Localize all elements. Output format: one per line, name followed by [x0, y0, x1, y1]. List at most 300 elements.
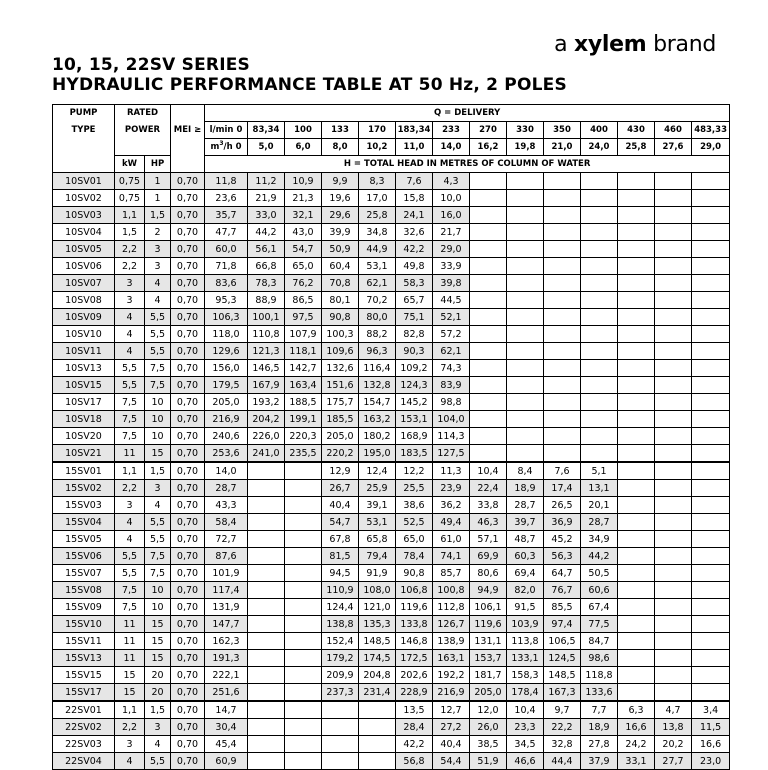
head-cell	[544, 343, 581, 360]
lmin-cell: 170	[359, 122, 396, 139]
head-cell	[248, 548, 285, 565]
head-cell: 76,7	[544, 582, 581, 599]
head-cell	[544, 411, 581, 428]
hp-cell: 3	[145, 241, 171, 258]
mei-cell: 0,70	[171, 224, 205, 241]
head-cell	[655, 173, 692, 190]
head-cell: 138,9	[433, 633, 470, 650]
head-cell: 69,9	[470, 548, 507, 565]
head-cell: 45,2	[544, 531, 581, 548]
head-cell: 87,6	[205, 548, 248, 565]
head-cell: 12,4	[359, 462, 396, 480]
head-cell: 80,0	[359, 309, 396, 326]
head-cell	[248, 736, 285, 753]
head-cell: 124,4	[322, 599, 359, 616]
head-cell: 19,6	[322, 190, 359, 207]
table-row	[53, 497, 730, 514]
head-cell	[581, 258, 618, 275]
head-cell	[618, 650, 655, 667]
hp-cell: 15	[145, 633, 171, 650]
head-cell	[692, 411, 730, 428]
head-cell: 11,5	[692, 719, 730, 736]
table-row	[53, 684, 730, 702]
head-cell	[692, 275, 730, 292]
hp-cell: 10	[145, 582, 171, 599]
pump-type-cell: 10SV11	[53, 343, 115, 360]
head-cell: 21,3	[285, 190, 322, 207]
head-cell: 75,1	[396, 309, 433, 326]
head-cell: 9,7	[544, 701, 581, 719]
head-cell	[655, 599, 692, 616]
pump-type-cell: 10SV13	[53, 360, 115, 377]
head-cell: 237,3	[322, 684, 359, 702]
table-row	[53, 548, 730, 565]
head-cell: 29,6	[322, 207, 359, 224]
head-cell: 84,7	[581, 633, 618, 650]
head-cell: 53,1	[359, 514, 396, 531]
head-cell: 39,7	[507, 514, 544, 531]
mei-cell: 0,70	[171, 377, 205, 394]
head-cell: 98,8	[433, 394, 470, 411]
head-cell: 32,6	[396, 224, 433, 241]
header-power: POWER	[115, 122, 171, 139]
mei-cell: 0,70	[171, 275, 205, 292]
pump-type-cell: 10SV07	[53, 275, 115, 292]
head-cell: 67,8	[322, 531, 359, 548]
head-cell: 220,2	[322, 445, 359, 463]
mei-cell: 0,70	[171, 497, 205, 514]
head-cell	[470, 241, 507, 258]
head-cell: 85,7	[433, 565, 470, 582]
head-cell	[655, 684, 692, 702]
pump-type-cell: 15SV03	[53, 497, 115, 514]
head-cell	[655, 326, 692, 343]
kw-cell: 15	[115, 684, 145, 702]
head-cell: 100,1	[248, 309, 285, 326]
head-cell: 109,2	[396, 360, 433, 377]
head-cell: 4,7	[655, 701, 692, 719]
head-cell	[507, 326, 544, 343]
head-cell: 79,4	[359, 548, 396, 565]
head-cell: 78,4	[396, 548, 433, 565]
head-cell: 131,1	[470, 633, 507, 650]
head-cell	[692, 292, 730, 309]
head-cell	[692, 684, 730, 702]
mei-cell: 0,70	[171, 360, 205, 377]
head-cell: 40,4	[433, 736, 470, 753]
head-cell	[618, 411, 655, 428]
pump-type-cell: 22SV01	[53, 701, 115, 719]
head-cell	[692, 190, 730, 207]
head-cell	[655, 411, 692, 428]
kw-cell: 7,5	[115, 394, 145, 411]
head-cell	[248, 565, 285, 582]
head-cell	[470, 428, 507, 445]
head-cell: 83,9	[433, 377, 470, 394]
head-cell	[581, 309, 618, 326]
pump-type-cell: 15SV08	[53, 582, 115, 599]
head-cell: 56,8	[396, 753, 433, 770]
head-cell	[692, 633, 730, 650]
head-cell: 35,7	[205, 207, 248, 224]
head-cell	[507, 190, 544, 207]
head-cell: 58,4	[205, 514, 248, 531]
head-cell: 188,5	[285, 394, 322, 411]
head-cell	[359, 701, 396, 719]
head-cell	[692, 531, 730, 548]
head-cell	[655, 258, 692, 275]
head-cell	[507, 343, 544, 360]
head-cell	[285, 616, 322, 633]
m3h-cell: 25,8	[618, 139, 655, 156]
head-cell	[544, 258, 581, 275]
mei-cell: 0,70	[171, 719, 205, 736]
head-cell: 94,5	[322, 565, 359, 582]
head-cell	[581, 360, 618, 377]
head-cell	[692, 428, 730, 445]
hp-cell: 15	[145, 445, 171, 463]
mei-cell: 0,70	[171, 514, 205, 531]
head-cell	[248, 480, 285, 497]
head-cell	[470, 292, 507, 309]
head-cell: 133,8	[396, 616, 433, 633]
head-cell	[544, 224, 581, 241]
head-cell: 91,5	[507, 599, 544, 616]
head-cell: 57,1	[470, 531, 507, 548]
head-cell	[285, 548, 322, 565]
head-cell	[655, 190, 692, 207]
hp-cell: 3	[145, 480, 171, 497]
header-hp: HP	[145, 156, 171, 173]
mei-cell: 0,70	[171, 736, 205, 753]
head-cell: 11,8	[205, 173, 248, 190]
head-cell	[692, 514, 730, 531]
head-cell: 205,0	[205, 394, 248, 411]
head-cell: 147,7	[205, 616, 248, 633]
head-cell	[655, 667, 692, 684]
head-cell	[248, 582, 285, 599]
head-cell: 142,7	[285, 360, 322, 377]
mei-cell: 0,70	[171, 582, 205, 599]
head-cell: 209,9	[322, 667, 359, 684]
mei-cell: 0,70	[171, 565, 205, 582]
kw-cell: 11	[115, 650, 145, 667]
head-cell: 97,4	[544, 616, 581, 633]
head-cell: 44,2	[248, 224, 285, 241]
kw-cell: 7,5	[115, 411, 145, 428]
head-cell: 13,8	[655, 719, 692, 736]
m3h-cell: 14,0	[433, 139, 470, 156]
head-cell: 33,0	[248, 207, 285, 224]
head-cell	[248, 719, 285, 736]
head-cell: 62,1	[359, 275, 396, 292]
pump-type-cell: 10SV18	[53, 411, 115, 428]
head-cell: 100,8	[433, 582, 470, 599]
head-cell: 127,5	[433, 445, 470, 463]
head-cell	[618, 599, 655, 616]
head-cell: 112,8	[433, 599, 470, 616]
head-cell: 39,9	[322, 224, 359, 241]
head-cell	[655, 616, 692, 633]
head-cell	[618, 480, 655, 497]
head-cell: 117,4	[205, 582, 248, 599]
lmin-cell: 460	[655, 122, 692, 139]
head-cell: 77,5	[581, 616, 618, 633]
head-cell: 28,4	[396, 719, 433, 736]
pump-type-cell: 10SV02	[53, 190, 115, 207]
head-cell: 174,5	[359, 650, 396, 667]
table-row	[53, 531, 730, 548]
head-cell: 216,9	[433, 684, 470, 702]
head-cell: 23,3	[507, 719, 544, 736]
hp-cell: 4	[145, 275, 171, 292]
head-cell	[248, 633, 285, 650]
head-cell: 33,1	[618, 753, 655, 770]
head-cell	[470, 377, 507, 394]
kw-cell: 2,2	[115, 258, 145, 275]
head-cell: 103,9	[507, 616, 544, 633]
head-cell: 90,3	[396, 343, 433, 360]
head-cell: 11,3	[433, 462, 470, 480]
head-cell	[692, 650, 730, 667]
head-cell: 121,3	[248, 343, 285, 360]
head-cell	[581, 411, 618, 428]
header-rated: RATED	[115, 105, 171, 122]
head-cell: 118,1	[285, 343, 322, 360]
table-row	[53, 275, 730, 292]
head-cell: 42,2	[396, 241, 433, 258]
brand-logo: a xylem brand	[554, 32, 716, 57]
head-cell	[470, 275, 507, 292]
mei-cell: 0,70	[171, 462, 205, 480]
head-cell: 193,2	[248, 394, 285, 411]
table-row	[53, 565, 730, 582]
head-cell	[544, 275, 581, 292]
head-cell: 33,9	[433, 258, 470, 275]
head-cell	[618, 224, 655, 241]
head-cell: 65,7	[396, 292, 433, 309]
header-type: TYPE	[53, 122, 115, 139]
head-cell: 106,8	[396, 582, 433, 599]
head-cell: 67,4	[581, 599, 618, 616]
mei-cell: 0,70	[171, 548, 205, 565]
head-cell	[618, 309, 655, 326]
lmin-cell: 100	[285, 122, 322, 139]
head-cell: 146,8	[396, 633, 433, 650]
head-cell	[618, 565, 655, 582]
head-cell	[655, 224, 692, 241]
hp-cell: 5,5	[145, 531, 171, 548]
m3h-cell: 8,0	[322, 139, 359, 156]
head-cell	[655, 565, 692, 582]
mei-cell: 0,70	[171, 480, 205, 497]
head-cell	[655, 377, 692, 394]
head-cell	[285, 736, 322, 753]
head-cell	[655, 548, 692, 565]
mei-cell: 0,70	[171, 445, 205, 463]
pump-type-cell: 15SV11	[53, 633, 115, 650]
head-cell	[618, 258, 655, 275]
head-cell: 6,3	[618, 701, 655, 719]
head-cell: 52,5	[396, 514, 433, 531]
table-row	[53, 411, 730, 428]
table-row	[53, 343, 730, 360]
head-cell: 179,2	[322, 650, 359, 667]
lmin-cell: 350	[544, 122, 581, 139]
head-cell	[285, 599, 322, 616]
lmin-cell: 233	[433, 122, 470, 139]
pump-type-cell: 10SV01	[53, 173, 115, 190]
head-cell: 28,7	[205, 480, 248, 497]
head-cell	[581, 224, 618, 241]
head-cell: 192,2	[433, 667, 470, 684]
kw-cell: 4	[115, 531, 145, 548]
head-cell: 10,0	[433, 190, 470, 207]
table-row	[53, 360, 730, 377]
head-cell: 80,6	[470, 565, 507, 582]
head-cell: 158,3	[507, 667, 544, 684]
head-cell	[692, 326, 730, 343]
head-cell: 204,8	[359, 667, 396, 684]
head-cell	[655, 480, 692, 497]
head-cell: 163,1	[433, 650, 470, 667]
head-cell	[322, 701, 359, 719]
head-cell: 74,1	[433, 548, 470, 565]
head-cell: 148,5	[544, 667, 581, 684]
head-cell: 12,0	[470, 701, 507, 719]
head-cell	[618, 514, 655, 531]
head-cell: 60,0	[205, 241, 248, 258]
head-cell: 3,4	[692, 701, 730, 719]
head-cell	[618, 428, 655, 445]
kw-cell: 5,5	[115, 360, 145, 377]
head-cell: 82,0	[507, 582, 544, 599]
head-cell: 56,1	[248, 241, 285, 258]
pump-type-cell: 15SV10	[53, 616, 115, 633]
pump-type-cell: 10SV21	[53, 445, 115, 463]
head-cell	[544, 377, 581, 394]
pump-type-cell: 10SV09	[53, 309, 115, 326]
kw-cell: 11	[115, 633, 145, 650]
head-cell: 29,0	[433, 241, 470, 258]
head-cell: 12,2	[396, 462, 433, 480]
head-cell: 253,6	[205, 445, 248, 463]
mei-cell: 0,70	[171, 531, 205, 548]
head-cell	[507, 241, 544, 258]
head-cell	[618, 667, 655, 684]
head-cell: 22,4	[470, 480, 507, 497]
head-cell: 47,7	[205, 224, 248, 241]
head-cell	[507, 207, 544, 224]
head-cell: 20,1	[581, 497, 618, 514]
head-cell: 32,8	[544, 736, 581, 753]
head-cell	[618, 292, 655, 309]
head-cell: 65,8	[359, 531, 396, 548]
head-cell: 10,9	[285, 173, 322, 190]
head-cell: 156,0	[205, 360, 248, 377]
lmin-cell: 83,34	[248, 122, 285, 139]
m3h-cell: 11,0	[396, 139, 433, 156]
head-cell: 109,6	[322, 343, 359, 360]
head-cell	[618, 190, 655, 207]
kw-cell: 2,2	[115, 719, 145, 736]
pump-type-cell: 10SV06	[53, 258, 115, 275]
head-cell	[248, 616, 285, 633]
head-cell: 222,1	[205, 667, 248, 684]
head-cell	[285, 684, 322, 702]
head-cell	[507, 428, 544, 445]
head-cell	[581, 326, 618, 343]
head-cell	[470, 258, 507, 275]
head-cell	[692, 309, 730, 326]
head-cell: 39,1	[359, 497, 396, 514]
head-cell	[507, 377, 544, 394]
head-cell	[692, 343, 730, 360]
head-cell: 26,5	[544, 497, 581, 514]
kw-cell: 0,75	[115, 190, 145, 207]
head-cell	[692, 480, 730, 497]
head-cell	[581, 445, 618, 463]
table-row	[53, 599, 730, 616]
head-cell	[692, 173, 730, 190]
head-cell: 181,7	[470, 667, 507, 684]
head-cell: 148,5	[359, 633, 396, 650]
head-cell: 34,8	[359, 224, 396, 241]
hp-cell: 5,5	[145, 753, 171, 770]
head-cell	[655, 445, 692, 463]
head-cell	[618, 173, 655, 190]
head-cell: 76,2	[285, 275, 322, 292]
head-cell	[618, 207, 655, 224]
head-cell	[655, 428, 692, 445]
head-cell	[618, 360, 655, 377]
head-cell: 42,2	[396, 736, 433, 753]
head-cell: 43,3	[205, 497, 248, 514]
head-cell	[692, 258, 730, 275]
head-cell: 44,5	[433, 292, 470, 309]
hp-cell: 10	[145, 394, 171, 411]
head-cell: 129,6	[205, 343, 248, 360]
page-title: 10, 15, 22SV SERIES	[52, 55, 250, 75]
head-cell: 121,0	[359, 599, 396, 616]
head-cell	[507, 411, 544, 428]
kw-cell: 7,5	[115, 428, 145, 445]
head-cell	[618, 377, 655, 394]
head-cell: 26,7	[322, 480, 359, 497]
head-cell: 60,6	[581, 582, 618, 599]
head-cell	[544, 428, 581, 445]
head-cell: 53,1	[359, 258, 396, 275]
table-row	[53, 258, 730, 275]
head-cell: 18,9	[507, 480, 544, 497]
head-cell: 86,5	[285, 292, 322, 309]
hp-cell: 5,5	[145, 309, 171, 326]
head-cell: 146,5	[248, 360, 285, 377]
mei-cell: 0,70	[171, 701, 205, 719]
head-cell: 167,3	[544, 684, 581, 702]
head-cell: 82,8	[396, 326, 433, 343]
kw-cell: 1,1	[115, 701, 145, 719]
hp-cell: 10	[145, 411, 171, 428]
table-row	[53, 736, 730, 753]
head-cell: 205,0	[470, 684, 507, 702]
kw-cell: 2,2	[115, 480, 145, 497]
head-cell: 45,4	[205, 736, 248, 753]
head-cell	[470, 411, 507, 428]
kw-cell: 5,5	[115, 377, 145, 394]
head-cell: 91,9	[359, 565, 396, 582]
page-subtitle: HYDRAULIC PERFORMANCE TABLE AT 50 Hz, 2 POLES	[52, 75, 567, 95]
